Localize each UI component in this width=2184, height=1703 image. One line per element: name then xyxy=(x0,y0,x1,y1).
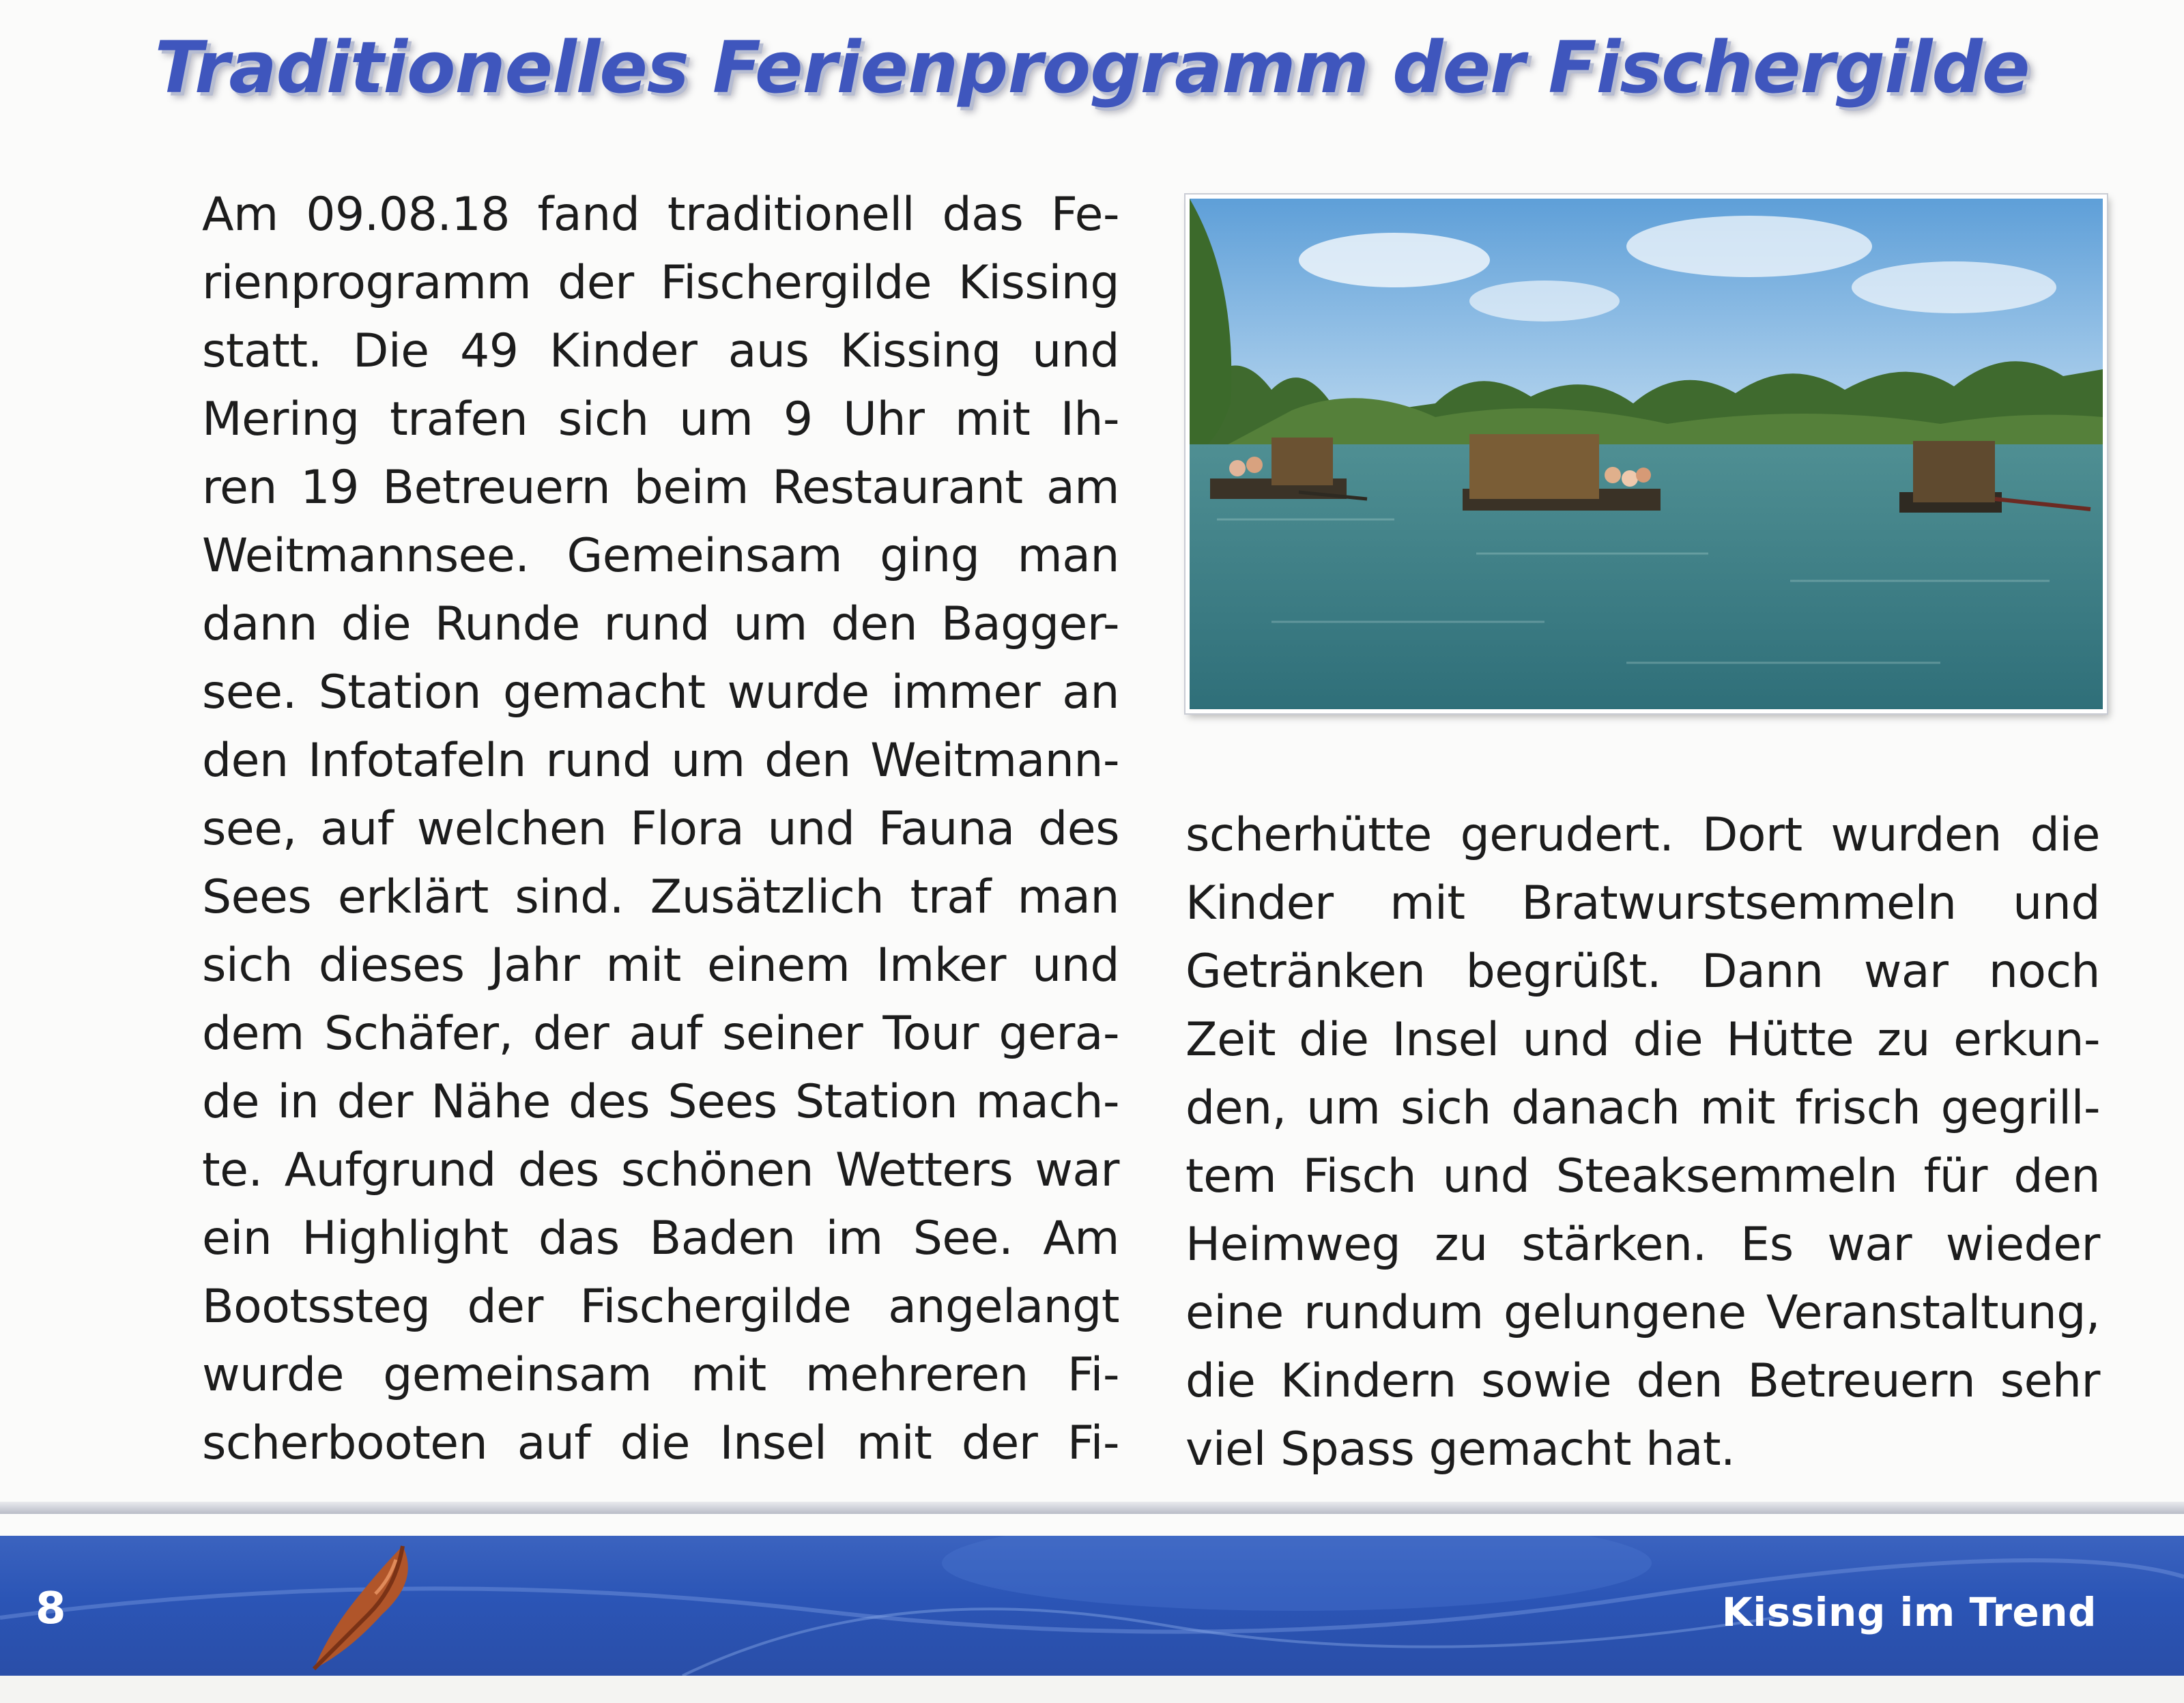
text-line: Getränken begrüßt. Dann war noch xyxy=(1186,945,2100,999)
text-line: sich dieses Jahr mit einem Imker und xyxy=(202,939,1119,992)
lake-boats-photo xyxy=(1190,199,2103,709)
text-line: Sees erklärt sind. Zusätzlich traf man xyxy=(202,870,1119,924)
text-line: Mering trafen sich um 9 Uhr mit Ih- xyxy=(202,392,1119,446)
text-line: Heimweg zu stärken. Es war wieder xyxy=(1186,1218,2100,1272)
text-line: scherhütte gerudert. Dort wurden die xyxy=(1186,808,2100,862)
article-photo xyxy=(1186,195,2107,713)
text-line: viel Spass gemacht hat. xyxy=(1186,1422,1736,1476)
text-line: statt. Die 49 Kinder aus Kissing und xyxy=(202,324,1119,378)
page-number: 8 xyxy=(35,1584,66,1634)
text-line: see. Station gemacht wurde immer an xyxy=(202,666,1119,719)
text-line: ein Highlight das Baden im See. Am xyxy=(202,1212,1119,1265)
article-text-left-column xyxy=(202,181,1119,1478)
text-line: den, um sich danach mit frisch gegrill- xyxy=(1186,1081,2100,1135)
article-text-right-column xyxy=(1186,801,2100,1484)
text-line: rienprogramm der Fischergilde Kissing xyxy=(202,256,1119,310)
text-line: Zeit die Insel und die Hütte zu erkun- xyxy=(1186,1013,2100,1067)
text-line: die Kindern sowie den Betreuern sehr xyxy=(1186,1354,2100,1408)
text-line: dem Schäfer, der auf seiner Tour gera- xyxy=(202,1007,1119,1061)
text-line: Bootssteg der Fischergilde angelangt xyxy=(202,1280,1119,1334)
text-line: de in der Nähe des Sees Station mach- xyxy=(202,1075,1119,1129)
text-line: den Infotafeln rund um den Weitmann- xyxy=(202,734,1119,788)
text-line: eine rundum gelungene Veranstaltung, xyxy=(1186,1286,2100,1340)
text-line: te. Aufgrund des schönen Wetters war xyxy=(202,1143,1119,1197)
text-line: ren 19 Betreuern beim Restaurant am xyxy=(202,461,1119,515)
text-line: Am 09.08.18 fand traditionell das Fe- xyxy=(202,188,1119,242)
text-line: tem Fisch und Steaksemmeln für den xyxy=(1186,1149,2100,1203)
page-bottom-margin xyxy=(0,1676,2184,1703)
text-line: Weitmannsee. Gemeinsam ging man xyxy=(202,529,1119,583)
magazine-name: Kissing im Trend xyxy=(1721,1589,2097,1635)
fish-logo-icon xyxy=(300,1532,423,1683)
text-line: see, auf welchen Flora und Fauna des xyxy=(202,802,1119,856)
footer-divider xyxy=(0,1502,2184,1514)
text-line: scherbooten auf die Insel mit der Fi- xyxy=(202,1416,1119,1470)
text-line: wurde gemeinsam mit mehreren Fi- xyxy=(202,1348,1119,1402)
article-title: Traditionelles Ferienprogramm der Fischergilde xyxy=(154,26,2030,109)
text-line: Kinder mit Bratwurstsemmeln und xyxy=(1186,876,2100,930)
text-line: dann die Runde rund um den Bagger- xyxy=(202,597,1119,651)
